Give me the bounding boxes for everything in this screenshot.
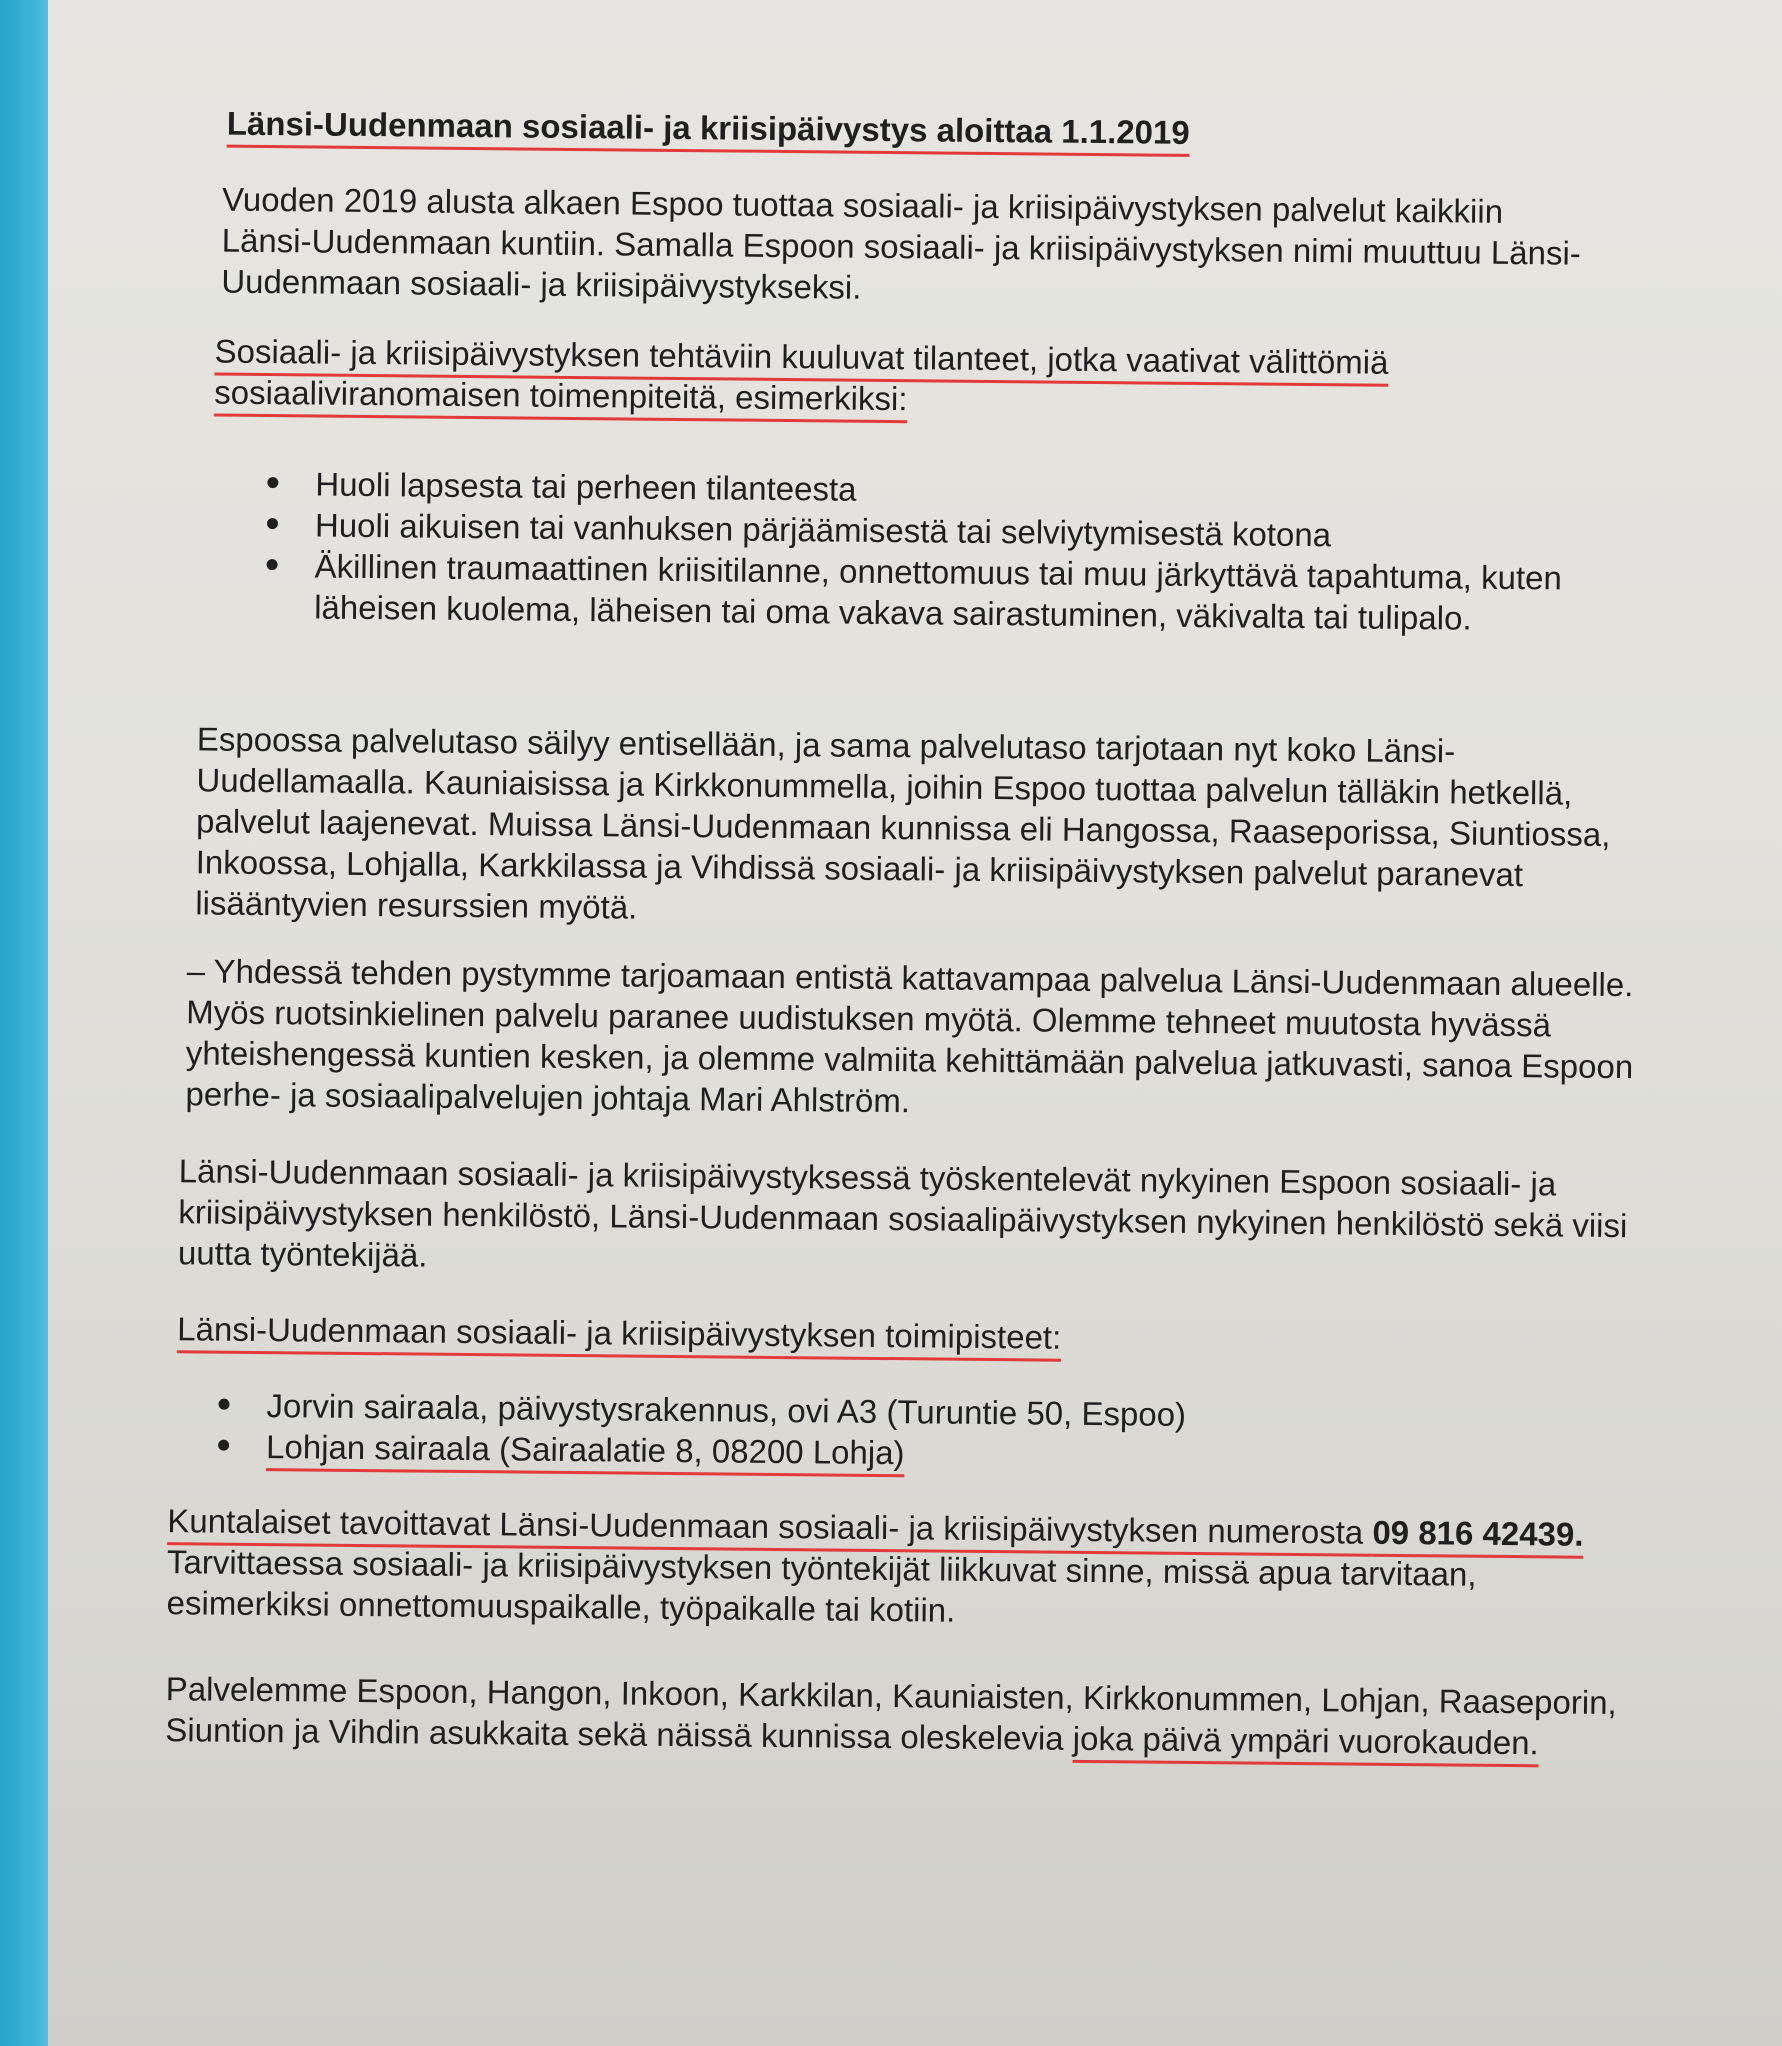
bullet-icon [267,559,278,570]
intro-paragraph: Vuoden 2019 alusta alkaen Espoo tuottaa sosiaali- ja kriisipäivystyksen palvelut kaikkiin Länsi-Uudenmaan kuntiin. Samalla Espoon sosiaali- ja kriisipäivystyksen nimi muuttuu Länsi-Uudenmaan sosiaali- ja kriisipäivystykseksi. [221,180,1581,306]
blue-edge-strip [0,0,48,2046]
tasks-list [314,464,1616,640]
bullet-icon [218,1440,229,1451]
bullet-icon [267,477,278,488]
task-item: Huoli aikuisen tai vanhuksen pärjäämisestä tai selviytymisestä kotona [315,505,1615,558]
quote-paragraph: – Yhdessä tehden pystymme tarjoamaan entistä kattavampaa palvelua Länsi-Uudenmaan alueelle. Myös ruotsinkielinen palvelu paranee uudistuksen myötä. Olemme tehneet muutosta hyvässä yhteishengessä kuntien kesken, ja olemme valmiita kehittämään palvelua jatkuvasti, sanoa Espoon perhe- ja sosiaalipalvelujen johtaja Mari Ahlström. [185,952,1634,1120]
document-title: Länsi-Uudenmaan sosiaali- ja kriisipäivystys aloittaa 1.1.2019 [226,104,1190,151]
task-item: Huoli lapsesta tai perheen tilanteesta [315,464,1615,517]
office-item: Jorvin sairaala, päivystysrakennus, ovi A3 (Turuntie 50, Espoo) [266,1385,1566,1438]
phone-number: 09 816 42439. [1372,1513,1584,1553]
service-level-paragraph: Espoossa palvelutaso säilyy entisellään, ja sama palvelutaso tarjotaan nyt koko Länsi-Uudellamaalla. Kauniaisissa ja Kirkkonummella, joihin Espoo tuottaa palvelun tälläkin hetkellä, palvelut laajenevat. Muissa Länsi-Uudenmaan kunnissa eli Hangossa, Raaseporissa, Siuntiossa, Inkoossa, Lohjalla, Karkkilassa ja Vihdissä sosiaali- ja kriisipäivystyksen palvelut paranevat lisääntyvien resurssien myötä. [195,720,1611,926]
contact-paragraph: Kuntalaiset tavoittavat Länsi-Uudenmaan sosiaali- ja kriisipäivystyksen numerosta 09 816 42439. Tarvittaessa sosiaali- ja kriisipäivystyksen työntekijät liikkuvat sinne, missä apua tarvitaan, esimerkiksi onnettomuuspaikalle, työpaikalle tai kotiin. [166,1502,1584,1629]
tasks-heading: Sosiaali- ja kriisipäivystyksen tehtäviin kuuluvat tilanteet, jotka vaativat välittömiä sosiaaliviranomaisen toimenpiteitä, esimerkiksi: [214,332,1389,418]
staff-paragraph: Länsi-Uudenmaan sosiaali- ja kriisipäivystyksessä työskentelevät nykyinen Espoon sosiaali- ja kriisipäivystyksen henkilöstö, Länsi-Uudenmaan sosiaalipäivystyksen nykyinen henkilöstö sekä viisi uutta työntekijää. [177,1152,1628,1274]
bullet-icon [218,1399,229,1410]
offices-list [266,1385,1567,1479]
task-item: Äkillinen traumaattinen kriisitilanne, onnettomuus tai muu järkyttävä tapahtuma, kuten läheisen kuolema, läheisen tai oma vakava sairastuminen, väkivalta tai tulipalo. [314,546,1615,640]
offices-heading: Länsi-Uudenmaan sosiaali- ja kriisipäivystyksen toimipisteet: [177,1310,1062,1356]
closing-paragraph: Palvelemme Espoon, Hangon, Inkoon, Karkkilan, Kauniaisten, Kirkkonummen, Lohjan, Raaseporin, Siuntion ja Vihdin asukkaita sekä näissä kunnissa oleskelevia joka päivä ympäri vuorokauden. [165,1670,1617,1762]
office-item: Lohjan sairaala (Sairaalatie 8, 08200 Lohja) [266,1426,1566,1479]
bullet-icon [267,518,278,529]
